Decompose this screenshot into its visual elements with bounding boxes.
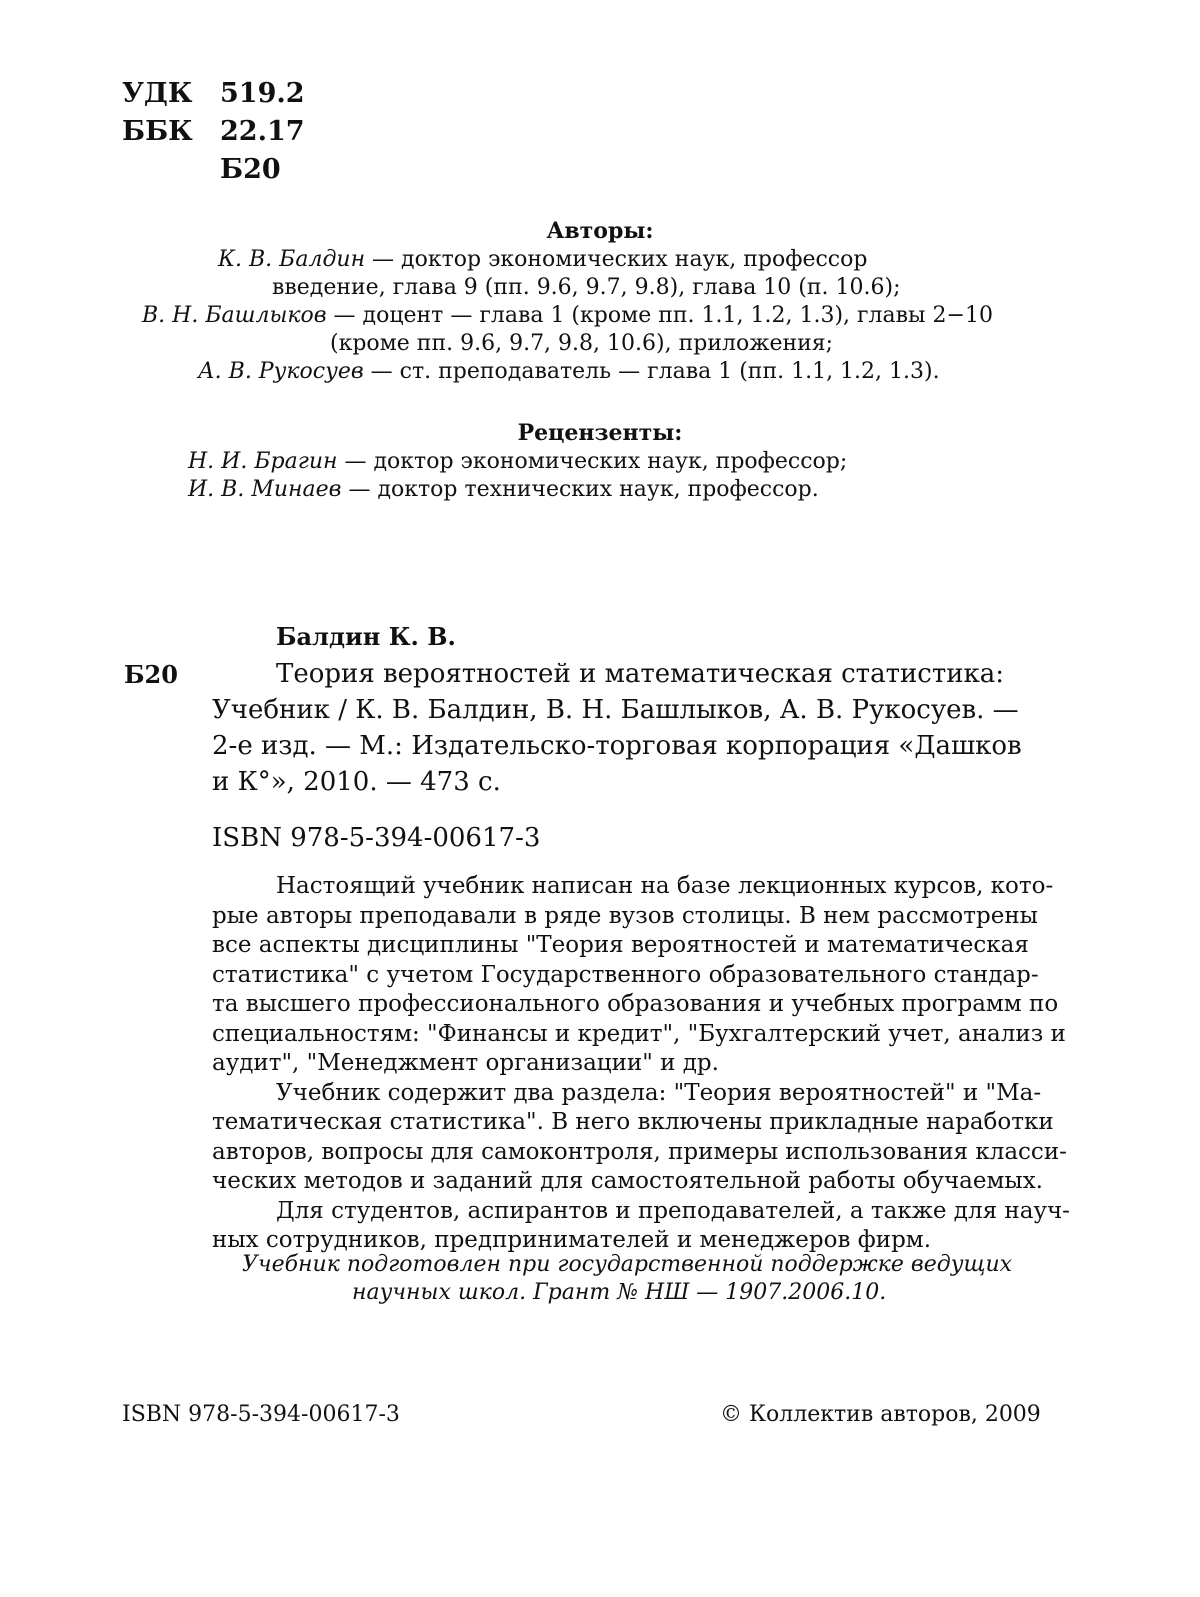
- catalog-line: Теория вероятностей и математическая статистика:: [276, 659, 1005, 689]
- udk-label: УДК: [122, 78, 193, 109]
- author-line-rukosuev: [198, 358, 940, 386]
- catalog-description: [212, 656, 1062, 806]
- catalog-mark: Б20: [124, 660, 178, 689]
- footer-isbn: ISBN 978-5-394-00617-3: [122, 1402, 400, 1427]
- author-line-bashlykov: [142, 302, 993, 330]
- udk-value: 519.2: [220, 78, 305, 109]
- reviewer-role: — доктор технических наук, профессор.: [341, 477, 819, 502]
- bbk-value: 22.17: [220, 116, 305, 147]
- author-role: — доцент — глава 1 (кроме пп. 1.1, 1.2, 1.3), главы 2−10: [326, 303, 993, 328]
- abstract-line: тематическая статистика". В него включены прикладные наработки: [212, 1109, 1054, 1135]
- author-role: (кроме пп. 9.6, 9.7, 9.8, 10.6), приложения;: [330, 331, 834, 356]
- abstract: [212, 872, 1070, 1272]
- catalog-line: 2-е изд. — М.: Издательско-торговая корпорация «Дашков: [212, 731, 1022, 761]
- abstract-line: авторов, вопросы для самоконтроля, примеры использования класси-: [212, 1138, 1067, 1165]
- author-role: — ст. преподаватель — глава 1 (пп. 1.1, 1.2, 1.3).: [363, 359, 940, 384]
- footer-copyright: © Коллектив авторов, 2009: [720, 1402, 1041, 1427]
- author-line-baldin: [218, 246, 867, 274]
- author-role: — доктор экономических наук, профессор: [365, 247, 868, 272]
- abstract-line: аудит", "Менеджмент организации" и др.: [212, 1050, 719, 1076]
- classification-block: [122, 78, 422, 188]
- abstract-line: специальностям: "Финансы и кредит", "Бухгалтерский учет, анализ и: [212, 1020, 1066, 1047]
- bbk-label: ББК: [122, 116, 193, 147]
- author-line-bashlykov-chapters: [330, 330, 833, 358]
- reviewers-heading: Рецензенты:: [517, 420, 683, 446]
- abstract-line: Настоящий учебник написан на базе лекционных курсов, кото-: [276, 873, 1054, 899]
- reviewer-name: И. В. Минаев: [188, 477, 342, 502]
- abstract-line: статистика" с учетом Государственного образовательного стандар-: [212, 961, 1039, 988]
- support-note-line: научных школ. Грант № НШ — 1907.2006.10.: [352, 1280, 887, 1305]
- catalog-isbn: ISBN 978-5-394-00617-3: [212, 823, 541, 853]
- author-role: введение, глава 9 (пп. 9.6, 9.7, 9.8), глава 10 (п. 10.6);: [272, 275, 901, 300]
- author-name: К. В. Балдин: [218, 247, 366, 272]
- abstract-line: Для студентов, аспирантов и преподавателей, а также для науч-: [276, 1197, 1070, 1224]
- author-name: В. Н. Башлыков: [142, 303, 327, 328]
- catalog-main-author: Балдин К. В.: [276, 622, 456, 651]
- abstract-line: ных сотрудников, предпринимателей и менеджеров фирм.: [212, 1227, 932, 1253]
- author-mark: Б20: [220, 154, 281, 185]
- author-line-baldin-chapters: [272, 274, 901, 302]
- reviewer-line-bragin: [188, 448, 847, 476]
- abstract-line: ческих методов и заданий для самостоятельной работы обучаемых.: [212, 1168, 1043, 1194]
- reviewer-line-minaev: [188, 476, 819, 504]
- author-name: А. В. Рукосуев: [198, 359, 364, 384]
- support-note-line: Учебник подготовлен при государственной поддержке ведущих: [242, 1252, 1013, 1277]
- reviewer-role: — доктор экономических наук, профессор;: [337, 449, 848, 474]
- authors-heading: Авторы:: [546, 218, 654, 244]
- abstract-line: все аспекты дисциплины "Теория вероятностей и математическая: [212, 932, 1029, 958]
- catalog-line: Учебник / К. В. Балдин, В. Н. Башлыков, А. В. Рукосуев. —: [212, 695, 1019, 725]
- abstract-line: Учебник содержит два раздела: "Теория вероятностей" и "Ма-: [276, 1079, 1042, 1106]
- abstract-line: та высшего профессионального образования и учебных программ по: [212, 991, 1059, 1017]
- reviewer-name: Н. И. Брагин: [188, 449, 338, 474]
- abstract-line: рые авторы преподавали в ряде вузов столицы. В нем рассмотрены: [212, 902, 1038, 929]
- catalog-line: и К°», 2010. — 473 с.: [212, 767, 501, 797]
